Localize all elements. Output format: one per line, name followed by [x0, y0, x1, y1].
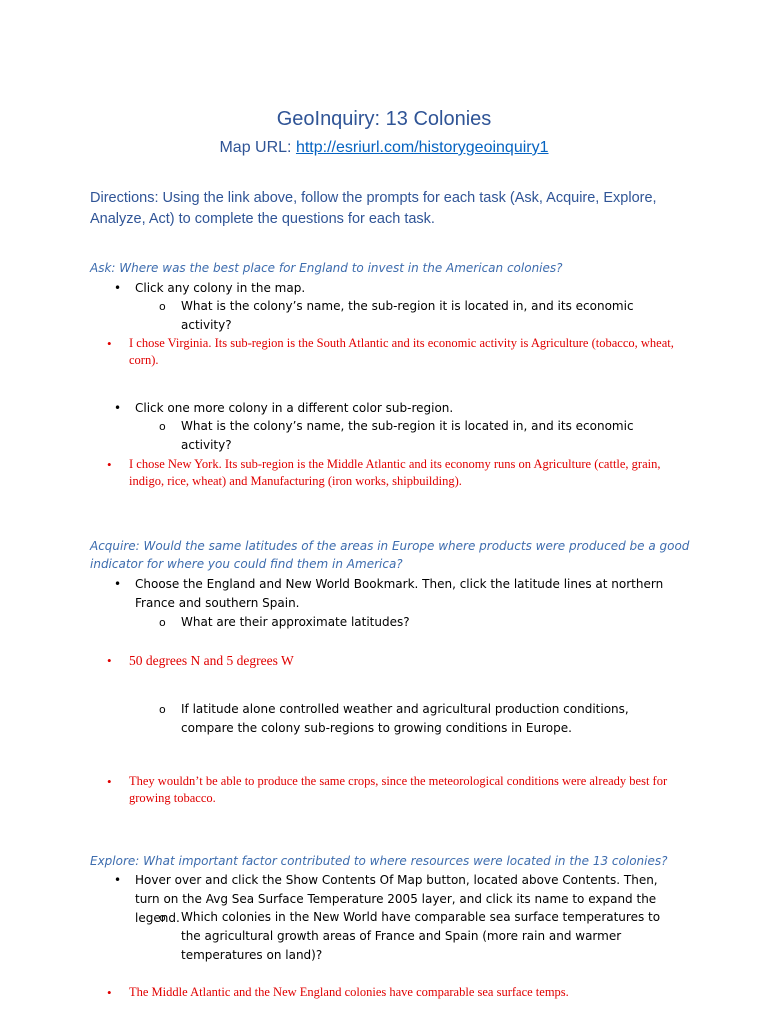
ask-answer-1: • I chose Virginia. Its sub-region is the South Atlantic and its economic activity is Agriculture (tobacco, wheat, corn).: [129, 335, 674, 369]
ask-answer-2: • I chose New York. Its sub-region is the Middle Atlantic and its economy runs on Agriculture (cattle, grain, indigo, rice, wheat) and Manufacturing (iron works, shipbuilding).: [129, 456, 674, 490]
ask-heading: Ask: Where was the best place for England to invest in the American colonies?: [90, 261, 563, 275]
document-title: GeoInquiry: 13 Colonies: [276, 108, 492, 130]
explore-bullet-1: • Hover over and click the Show Contents Of Map button, located above Contents. Then, turn on the Avg Sea Surface Temperature 2005 layer, and click its name to expand the legend.: [135, 871, 680, 928]
map-url-link[interactable]: http://esriurl.com/historygeoinquiry1: [295, 139, 549, 156]
ask-bullet-1: • Click any colony in the map.: [135, 279, 680, 298]
acquire-sub-1: o What are their approximate latitudes?: [181, 613, 681, 632]
directions-text: Directions: Using the link above, follow the prompts for each task (Ask, Acquire, Explore, Analyze, Act) to complete the questions for each task.: [90, 190, 657, 227]
map-url-line: [0, 139, 768, 157]
explore-heading: Explore: What important factor contributed to where resources were located in the 13 colonies?: [90, 854, 668, 868]
acquire-answer-1: • 50 degrees N and 5 degrees W: [129, 652, 674, 669]
acquire-answer-2: • They wouldn’t be able to produce the same crops, since the meteorological conditions were already best for growing tobacco.: [129, 773, 674, 807]
ask-bullet-2: • Click one more colony in a different color sub-region.: [135, 399, 680, 418]
map-url-label: Map URL:: [219, 139, 292, 156]
ask-sub-2: o What is the colony’s name, the sub-region it is located in, and its economic activity?: [181, 417, 681, 455]
acquire-bullet-1: • Choose the England and New World Bookmark. Then, click the latitude lines at northern France and southern Spain.: [135, 575, 680, 613]
ask-sub-1: o What is the colony’s name, the sub-region it is located in, and its economic activity?: [181, 297, 681, 335]
explore-sub-1: o Which colonies in the New World have comparable sea surface temperatures to the agricultural growth areas of France and Spain (more rain and warmer temperatures on land)?: [181, 908, 681, 965]
acquire-heading: Acquire: Would the same latitudes of the areas in Europe where products were produced be a good indicator for where you could find them in America?: [90, 539, 690, 571]
acquire-sub-2: o If latitude alone controlled weather and agricultural production conditions, compare the colony sub-regions to growing conditions in Europe.: [181, 700, 681, 738]
explore-answer-1: • The Middle Atlantic and the New England colonies have comparable sea surface temps.: [129, 984, 674, 1001]
